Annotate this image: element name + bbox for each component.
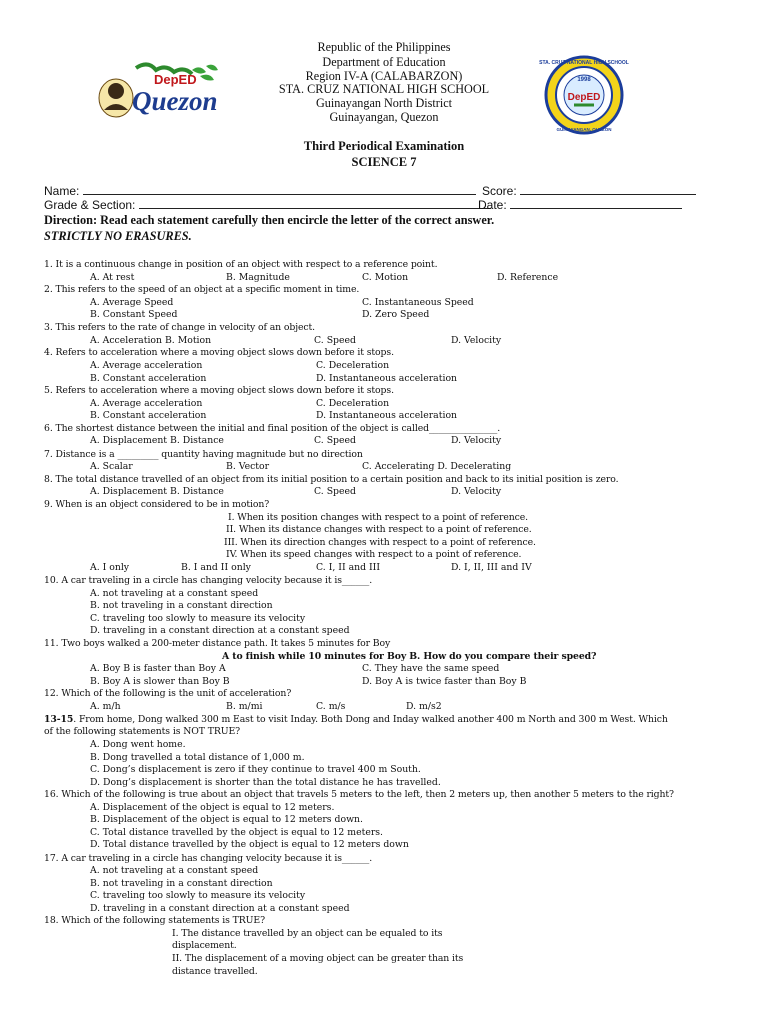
choice[interactable]: C. Deceleration (316, 360, 390, 371)
question-13-15-text: . From home, Dong walked 300 m East to visit Inday. Both Dong and Inday walked another 400 m North and 300 m West. Which (73, 714, 668, 725)
header-department: Department of Education (322, 55, 446, 69)
question-5: 5. Refers to acceleration where a moving object slows down before it stops. (44, 385, 394, 396)
choice[interactable]: A. Displacement B. Distance (90, 486, 224, 497)
choice[interactable]: A. not traveling at a constant speed (90, 865, 259, 876)
question-3: 3. This refers to the rate of change in velocity of an object. (44, 322, 316, 333)
choice[interactable]: D. Total distance travelled by the object is equal to 12 meters down (90, 839, 409, 850)
score-label: Score: (482, 184, 517, 198)
question-6: 6. The shortest distance between the initial and final position of the object is called_______________. (44, 423, 501, 434)
choice[interactable]: D. Velocity (451, 435, 502, 446)
question-13-15-number: 13-15 (44, 714, 74, 725)
choice[interactable]: A. Acceleration B. Motion (90, 335, 212, 346)
question-8: 8. The total distance travelled of an object from its initial position to a certain position and back to its initial position is zero. (44, 474, 619, 485)
choice[interactable]: D. Zero Speed (362, 309, 430, 320)
choice[interactable]: A. I only (90, 562, 130, 573)
question-11: 11. Two boys walked a 200-meter distance path. It takes 5 minutes for Boy (44, 638, 391, 649)
date-blank[interactable] (510, 198, 682, 209)
choice[interactable]: A. Displacement B. Distance (90, 435, 224, 446)
choice[interactable]: C. m/s (316, 701, 346, 712)
statement: III. When its direction changes with respect to a point of reference. (224, 537, 536, 548)
choice[interactable]: D. Instantaneous acceleration (316, 410, 458, 421)
question-9: 9. When is an object considered to be in motion? (44, 499, 270, 510)
choice[interactable]: D. m/s2 (406, 701, 442, 712)
choice[interactable]: A. Boy B is faster than Boy A (90, 663, 226, 674)
statement: displacement. (172, 940, 237, 951)
svg-text:1998: 1998 (577, 77, 591, 83)
svg-text:DepED: DepED (567, 92, 601, 103)
grade-section-blank[interactable] (139, 198, 491, 209)
choice[interactable]: B. m/mi (226, 701, 263, 712)
question-11-continued: A to finish while 10 minutes for Boy B. How do you compare their speed? (222, 651, 597, 662)
header-district: Guinayangan North District (315, 96, 453, 110)
choice[interactable]: A. Average Speed (90, 297, 174, 308)
choice[interactable]: C. Motion (362, 272, 409, 283)
choice[interactable]: A. not traveling at a constant speed (90, 588, 259, 599)
choice[interactable]: B. not traveling in a constant direction (90, 878, 273, 889)
date-label: Date: (478, 198, 507, 212)
choice[interactable]: C. Instantaneous Speed (362, 297, 474, 308)
choice[interactable]: D. Dong’s displacement is shorter than the total distance he has travelled. (90, 777, 441, 788)
choice[interactable]: C. Speed (314, 335, 356, 346)
choice[interactable]: C. They have the same speed (362, 663, 500, 674)
question-2: 2. This refers to the speed of an object at a specific moment in time. (44, 284, 360, 295)
choice[interactable]: B. Dong travelled a total distance of 1,000 m. (90, 752, 305, 763)
statement: IV. When its speed changes with respect to a point of reference. (226, 549, 522, 560)
choice[interactable]: A. m/h (90, 701, 121, 712)
svg-text:DepED: DepED (154, 72, 197, 87)
exam-subject: SCIENCE 7 (351, 155, 417, 169)
choice[interactable]: D. Reference (497, 272, 559, 283)
choice[interactable]: D. Instantaneous acceleration (316, 373, 458, 384)
header-country: Republic of the Philippines (317, 40, 451, 54)
svg-text:STA. CRUZ NATIONAL HIGH SCHOOL: STA. CRUZ NATIONAL HIGH SCHOOL (539, 60, 629, 66)
statement: I. The distance travelled by an object can be equaled to its (172, 928, 443, 939)
choice[interactable]: C. I, II and III (316, 562, 381, 573)
choice[interactable]: B. Boy A is slower than Boy B (90, 676, 230, 687)
choice[interactable]: D. I, II, III and IV (451, 562, 532, 573)
choice[interactable]: B. not traveling in a constant direction (90, 600, 273, 611)
choice[interactable]: D. Boy A is twice faster than Boy B (362, 676, 527, 687)
header-address: Guinayangan, Quezon (329, 110, 439, 124)
choice[interactable]: A. At rest (90, 272, 135, 283)
name-label: Name: (44, 184, 80, 198)
question-7: 7. Distance is a _________ quantity having magnitude but no direction (44, 449, 363, 460)
choice[interactable]: D. traveling in a constant direction at a constant speed (90, 625, 350, 636)
svg-text:GUINAYANGAN, QUEZON: GUINAYANGAN, QUEZON (556, 127, 612, 132)
choice[interactable]: A. Average acceleration (90, 360, 203, 371)
choice[interactable]: A. Scalar (90, 461, 133, 472)
choice[interactable]: C. traveling too slowly to measure its velocity (90, 613, 306, 624)
grade-section-field[interactable] (44, 198, 491, 212)
choice[interactable]: D. traveling in a constant direction at a constant speed (90, 903, 350, 914)
choice[interactable]: C. Accelerating D. Decelerating (362, 461, 512, 472)
header-school: STA. CRUZ NATIONAL HIGH SCHOOL (278, 82, 490, 96)
choice[interactable]: B. Constant Speed (90, 309, 178, 320)
question-12: 12. Which of the following is the unit of acceleration? (44, 688, 292, 699)
choice[interactable]: D. Velocity (451, 486, 502, 497)
strict-note: STRICTLY NO ERASURES. (44, 229, 192, 243)
question-18: 18. Which of the following statements is TRUE? (44, 915, 265, 926)
exam-title: Third Periodical Examination (303, 139, 465, 153)
choice[interactable]: C. Dong’s displacement is zero if they continue to travel 400 m South. (90, 764, 421, 775)
question-13-15 (44, 714, 668, 726)
name-field[interactable] (44, 184, 476, 198)
question-13-15-continued: of the following statements is NOT TRUE? (44, 726, 241, 737)
question-16: 16. Which of the following is true about an object that travels 5 meters to the left, then 2 meters up, then another 5 meters to the right? (44, 789, 674, 800)
choice[interactable]: C. Total distance travelled by the object is equal to 12 meters. (90, 827, 384, 838)
question-10: 10. A car traveling in a circle has changing velocity because it is______. (44, 575, 373, 586)
choice[interactable]: B. Displacement of the object is equal to 12 meters down. (90, 814, 363, 825)
choice[interactable]: C. traveling too slowly to measure its velocity (90, 890, 306, 901)
grade-section-label: Grade & Section: (44, 198, 136, 212)
question-17: 17. A car traveling in a circle has changing velocity because it is______. (44, 853, 373, 864)
choice[interactable]: C. Deceleration (316, 398, 390, 409)
choice[interactable]: B. I and II only (181, 562, 251, 573)
score-field[interactable] (482, 184, 696, 198)
statement: I. When its position changes with respect to a point of reference. (228, 512, 528, 523)
header-region: Region IV-A (CALABARZON) (305, 69, 463, 83)
choice[interactable]: A. Displacement of the object is equal to 12 meters. (90, 802, 335, 813)
choice[interactable]: B. Constant acceleration (90, 373, 207, 384)
svg-text:Quezon: Quezon (132, 86, 218, 116)
name-blank[interactable] (83, 184, 476, 195)
statement: distance travelled. (172, 966, 258, 977)
score-blank[interactable] (520, 184, 696, 195)
choice[interactable]: A. Average acceleration (90, 398, 203, 409)
choice[interactable]: B. Vector (226, 461, 270, 472)
choice[interactable]: B. Magnitude (226, 272, 290, 283)
choice[interactable]: B. Constant acceleration (90, 410, 207, 421)
direction-text: Direction: Read each statement carefully then encircle the letter of the correct answer. (44, 213, 495, 227)
statement: II. When its distance changes with respect to a point of reference. (226, 524, 532, 535)
question-4: 4. Refers to acceleration where a moving object slows down before it stops. (44, 347, 394, 358)
choice[interactable]: D. Velocity (451, 335, 502, 346)
choice[interactable]: A. Dong went home. (90, 739, 186, 750)
choice[interactable]: C. Speed (314, 435, 356, 446)
statement: II. The displacement of a moving object can be greater than its (172, 953, 464, 964)
choice[interactable]: C. Speed (314, 486, 356, 497)
date-field[interactable] (478, 198, 682, 212)
question-1: 1. It is a continuous change in position of an object with respect to a reference point. (44, 259, 438, 270)
